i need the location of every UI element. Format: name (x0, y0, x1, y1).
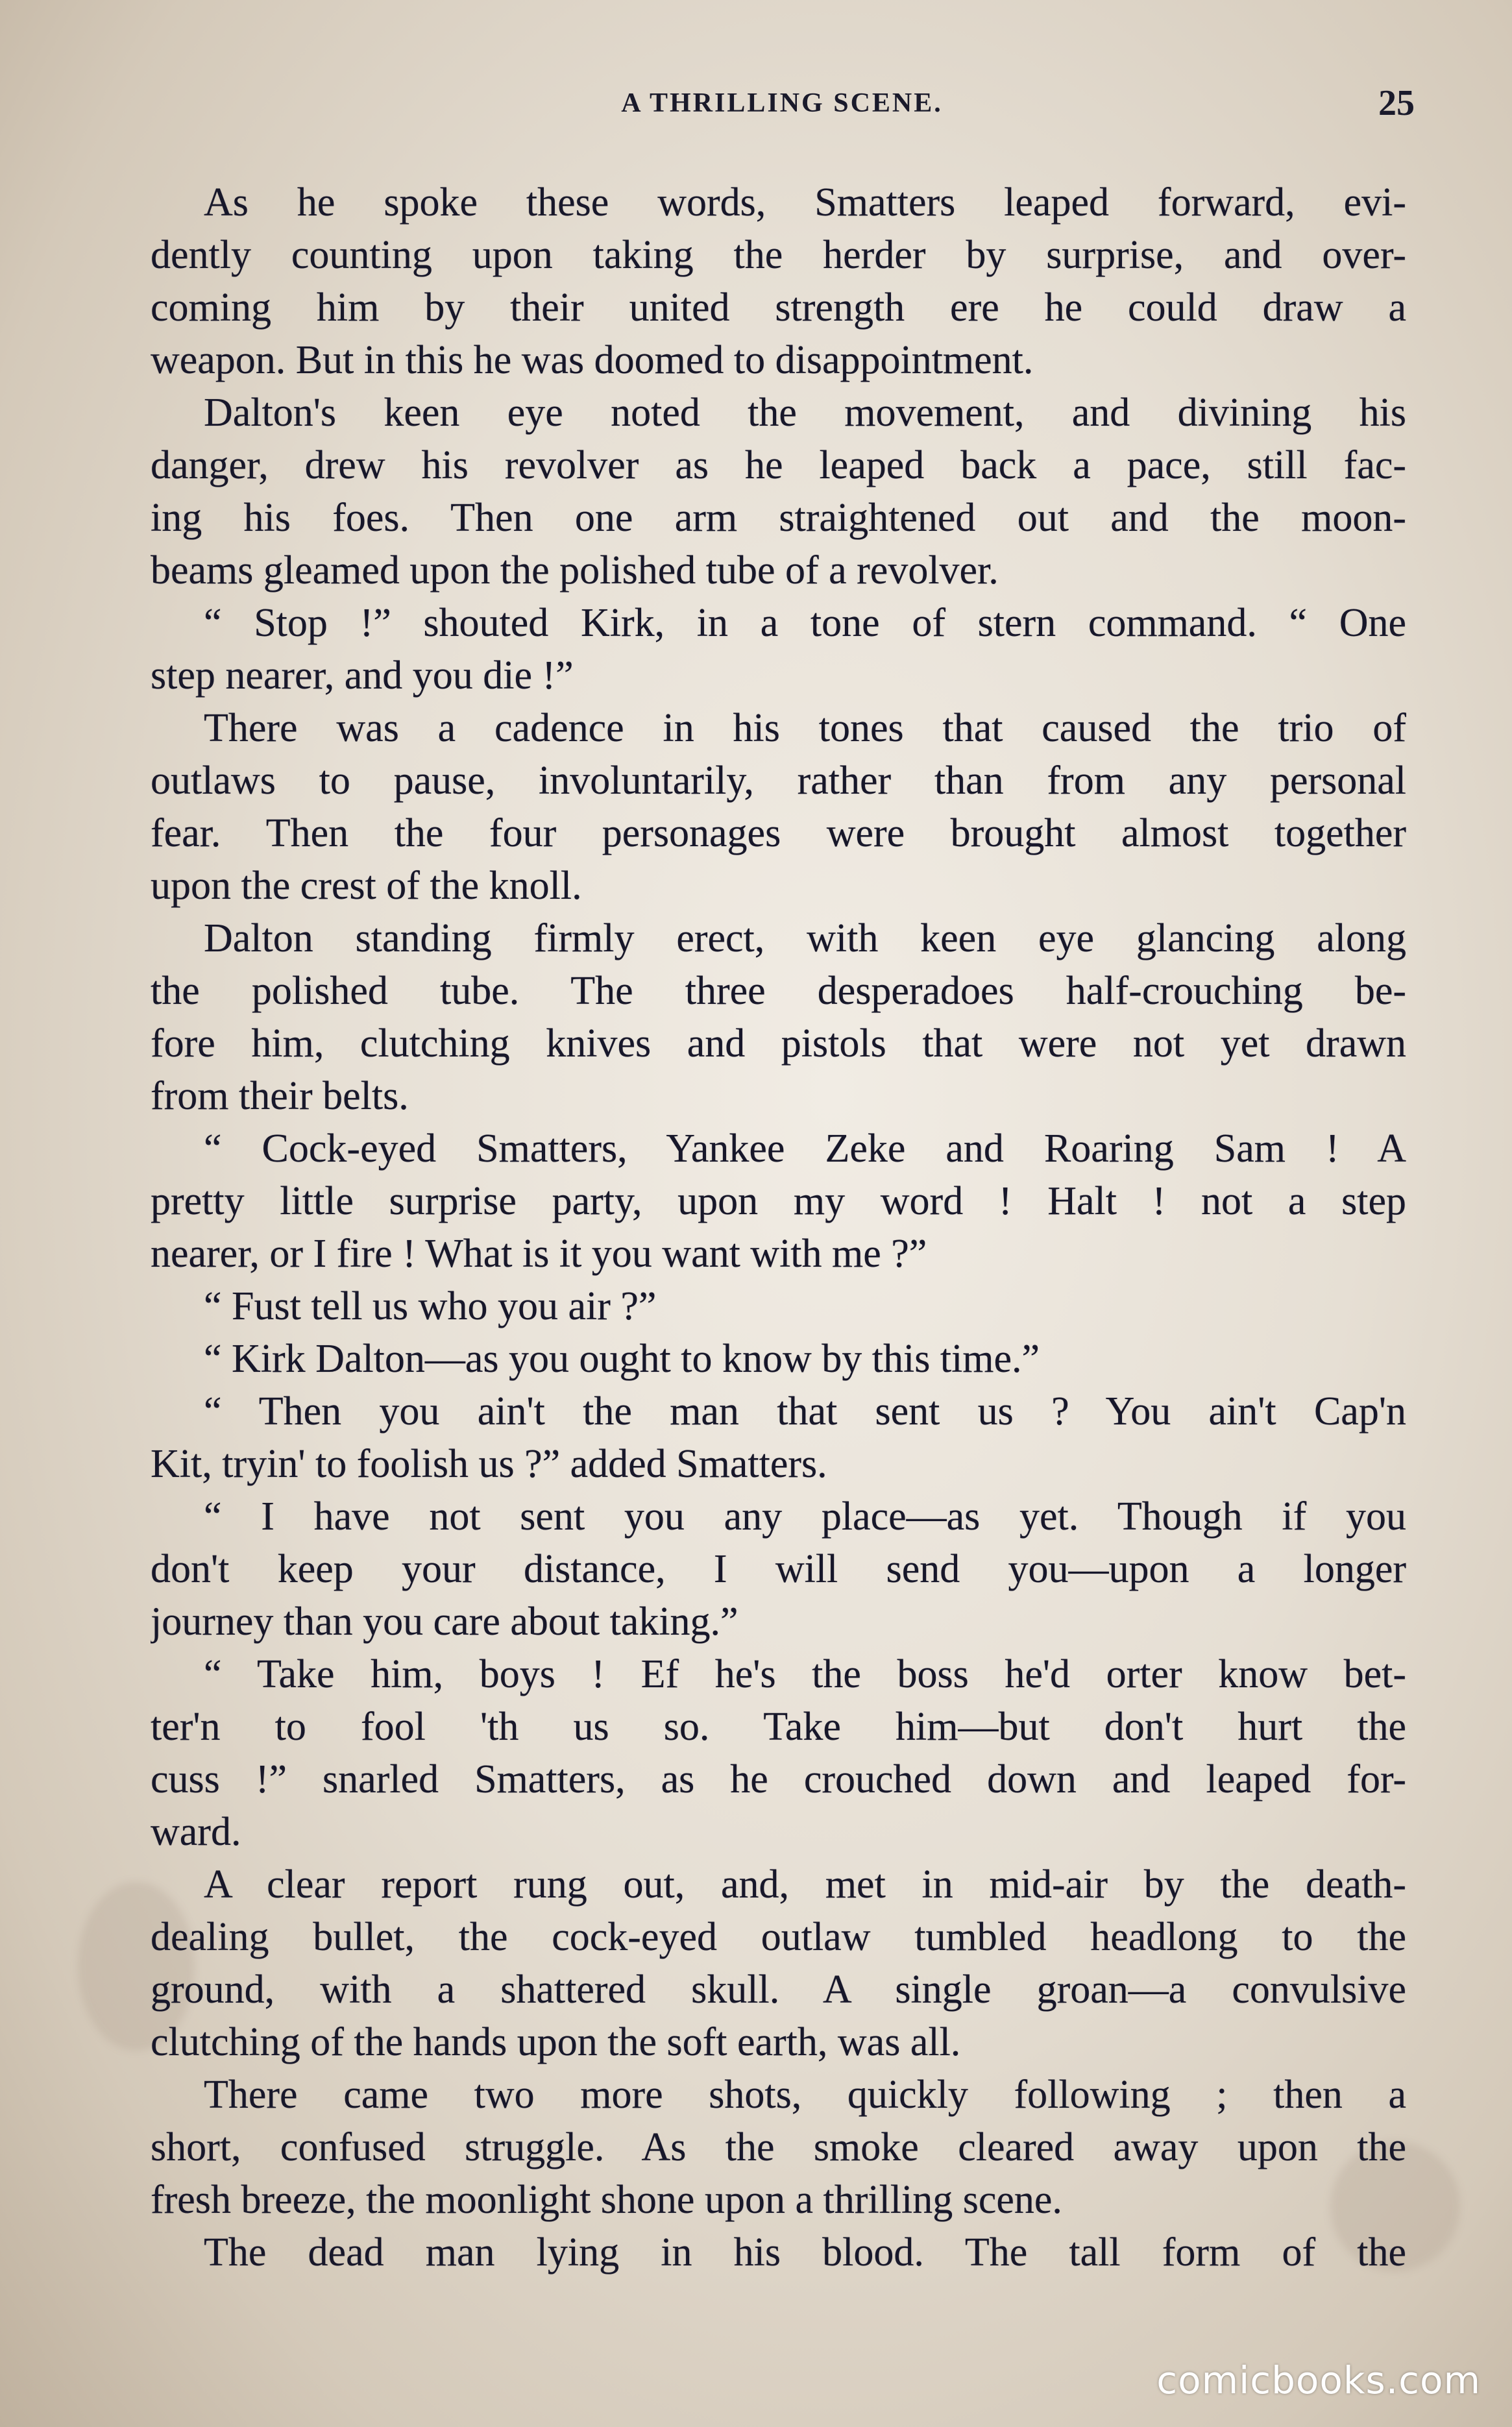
text-line: The dead man lying in his blood. The tall form of the (204, 2230, 1406, 2275)
text-line: fresh breeze, the moonlight shone upon a thrilling scene. (151, 2178, 1062, 2222)
text-line: from their belts. (151, 1074, 409, 1118)
text-line: “ I have not sent you any place—as yet. Though if you (204, 1494, 1406, 1539)
text-line: There was a cadence in his tones that caused the trio of (204, 706, 1406, 750)
text-line: coming him by their united strength ere he could draw a (151, 286, 1406, 330)
page-number: 25 (1378, 83, 1415, 123)
body-text (151, 177, 1406, 2279)
text-line: cuss !” snarled Smatters, as he crouched down and leaped for- (151, 1757, 1406, 1801)
text-line: weapon. But in this he was doomed to disappointment. (151, 338, 1034, 382)
text-line: pretty little surprise party, upon my word ! Halt ! not a step (151, 1179, 1406, 1223)
text-line: Dalton standing firmly erect, with keen eye glancing along (204, 916, 1406, 960)
text-line: There came two more shots, quickly following ; then a (204, 2073, 1406, 2117)
text-line: “ Cock-eyed Smatters, Yankee Zeke and Roaring Sam ! A (204, 1127, 1406, 1171)
text-line: “ Then you ain't the man that sent us ? You ain't Cap'n (204, 1389, 1406, 1433)
text-line: upon the crest of the knoll. (151, 864, 582, 908)
text-line: dently counting upon taking the herder by surprise, and over- (151, 233, 1406, 277)
text-line: “ Stop !” shouted Kirk, in a tone of stern command. “ One (204, 601, 1406, 645)
text-line: fore him, clutching knives and pistols that were not yet drawn (151, 1021, 1406, 1066)
text-line: the polished tube. The three desperadoes half-crouching be- (151, 969, 1406, 1013)
text-line: ward. (151, 1810, 241, 1854)
page-header (149, 83, 1415, 133)
text-line: “ Take him, boys ! Ef he's the boss he'd orter know bet- (204, 1652, 1406, 1696)
site-watermark: comicbooks.com (1156, 2358, 1481, 2402)
text-line: “ Kirk Dalton—as you ought to know by this time.” (204, 1337, 1040, 1381)
text-line: nearer, or I fire ! What is it you want with me ?” (151, 1232, 927, 1276)
text-line: step nearer, and you die !” (151, 653, 574, 698)
text-line: journey than you care about taking.” (151, 1600, 738, 1644)
text-line: Dalton's keen eye noted the movement, and divining his (204, 391, 1406, 435)
text-line: clutching of the hands upon the soft earth, was all. (151, 2020, 961, 2064)
text-line: don't keep your distance, I will send you—upon a longer (151, 1547, 1406, 1591)
text-line: “ Fust tell us who you air ?” (204, 1284, 657, 1328)
text-line: outlaws to pause, involuntarily, rather than from any personal (151, 759, 1406, 803)
text-line: dealing bullet, the cock-eyed outlaw tumbled headlong to the (151, 1915, 1406, 1959)
text-line: ing his foes. Then one arm straightened out and the moon- (151, 496, 1406, 540)
text-line: Kit, tryin' to foolish us ?” added Smatters. (151, 1442, 827, 1486)
text-line: ground, with a shattered skull. A single groan—a convulsive (151, 1968, 1406, 2012)
text-line: A clear report rung out, and, met in mid-air by the death- (204, 1862, 1406, 1907)
text-line: As he spoke these words, Smatters leaped forward, evi- (204, 180, 1406, 225)
text-line: short, confused struggle. As the smoke cleared away upon the (151, 2125, 1406, 2169)
text-line: danger, drew his revolver as he leaped back a pace, still fac- (151, 443, 1406, 487)
running-head: A THRILLING SCENE. (621, 88, 943, 118)
text-line: fear. Then the four personages were brought almost together (151, 811, 1406, 855)
text-line: ter'n to fool 'th us so. Take him—but don't hurt the (151, 1705, 1406, 1749)
text-line: beams gleamed upon the polished tube of a revolver. (151, 548, 999, 592)
